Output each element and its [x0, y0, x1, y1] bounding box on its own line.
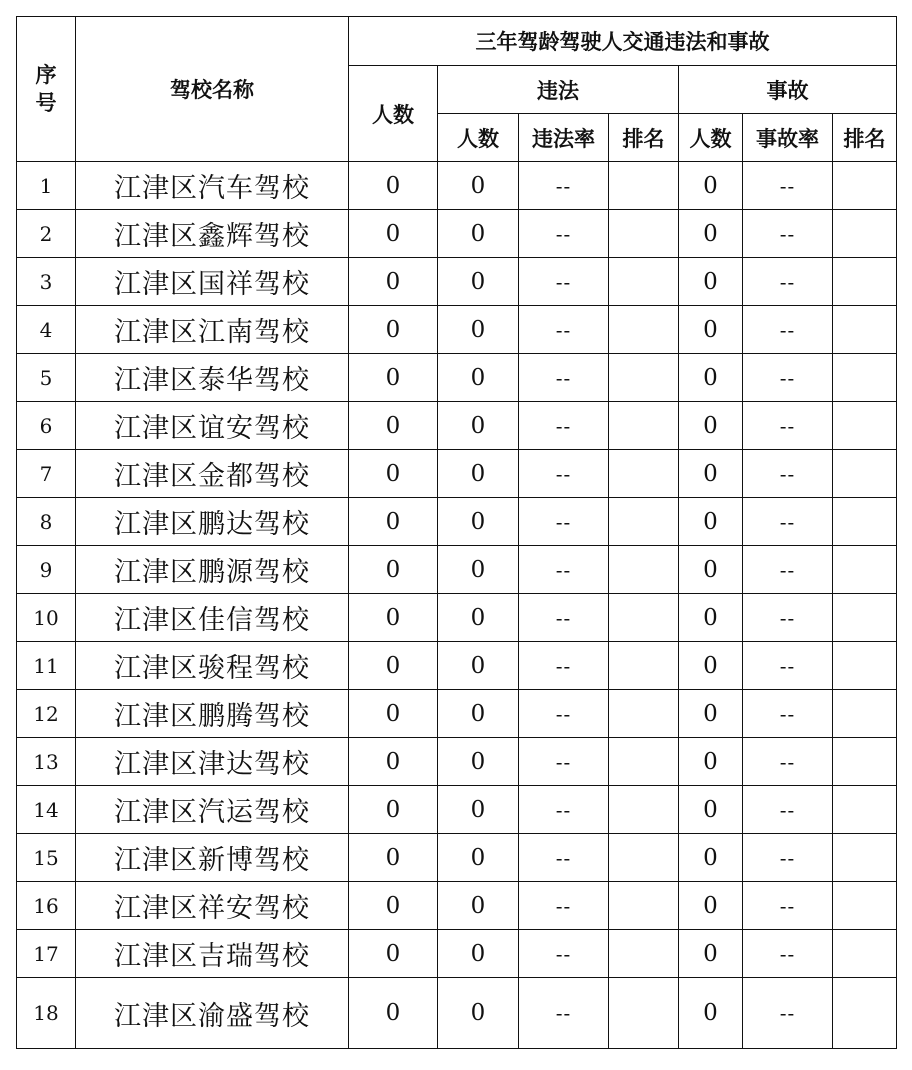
- cell-school-name: 江津区新博驾校: [76, 834, 349, 882]
- cell-accident-count: 0: [679, 162, 743, 210]
- cell-accident-count: 0: [679, 546, 743, 594]
- cell-accident-rank: [833, 354, 897, 402]
- cell-violation-rank: [609, 642, 679, 690]
- cell-violation-rank: [609, 402, 679, 450]
- cell-school-name: 江津区谊安驾校: [76, 402, 349, 450]
- cell-seq: 5: [17, 354, 76, 402]
- cell-accident-rate: --: [743, 354, 833, 402]
- cell-seq: 10: [17, 594, 76, 642]
- cell-count: 0: [349, 594, 438, 642]
- table-header: [17, 17, 897, 162]
- cell-seq: 13: [17, 738, 76, 786]
- cell-violation-rate: --: [519, 738, 609, 786]
- table-row: [17, 162, 897, 210]
- cell-accident-count: 0: [679, 354, 743, 402]
- cell-violation-rate: --: [519, 786, 609, 834]
- cell-count: 0: [349, 450, 438, 498]
- cell-school-name: 江津区江南驾校: [76, 306, 349, 354]
- cell-count: 0: [349, 834, 438, 882]
- cell-seq: 3: [17, 258, 76, 306]
- cell-violation-rank: [609, 258, 679, 306]
- cell-accident-rate: --: [743, 450, 833, 498]
- cell-violation-rate: --: [519, 882, 609, 930]
- cell-accident-rank: [833, 306, 897, 354]
- cell-violation-count: 0: [438, 882, 519, 930]
- cell-violation-rank: [609, 738, 679, 786]
- cell-accident-rate: --: [743, 162, 833, 210]
- cell-accident-rank: [833, 498, 897, 546]
- header-group-title: 三年驾龄驾驶人交通违法和事故: [349, 17, 897, 66]
- cell-violation-count: 0: [438, 498, 519, 546]
- cell-count: 0: [349, 690, 438, 738]
- table-row: [17, 690, 897, 738]
- cell-count: 0: [349, 498, 438, 546]
- cell-violation-rank: [609, 978, 679, 1049]
- cell-accident-count: 0: [679, 978, 743, 1049]
- cell-accident-count: 0: [679, 594, 743, 642]
- cell-violation-count: 0: [438, 834, 519, 882]
- cell-accident-count: 0: [679, 450, 743, 498]
- cell-violation-rank: [609, 306, 679, 354]
- header-violation: 违法: [438, 66, 679, 114]
- cell-accident-rank: [833, 930, 897, 978]
- cell-school-name: 江津区鹏达驾校: [76, 498, 349, 546]
- cell-accident-rate: --: [743, 258, 833, 306]
- cell-school-name: 江津区骏程驾校: [76, 642, 349, 690]
- table-row: [17, 354, 897, 402]
- cell-school-name: 江津区吉瑞驾校: [76, 930, 349, 978]
- header-school-name: 驾校名称: [76, 17, 349, 162]
- table-row: [17, 882, 897, 930]
- cell-accident-rate: --: [743, 306, 833, 354]
- cell-violation-rank: [609, 498, 679, 546]
- cell-violation-rank: [609, 162, 679, 210]
- cell-school-name: 江津区汽车驾校: [76, 162, 349, 210]
- table-row: [17, 786, 897, 834]
- cell-accident-rate: --: [743, 786, 833, 834]
- cell-count: 0: [349, 306, 438, 354]
- cell-violation-count: 0: [438, 306, 519, 354]
- cell-seq: 18: [17, 978, 76, 1049]
- cell-count: 0: [349, 978, 438, 1049]
- cell-violation-rate: --: [519, 690, 609, 738]
- cell-accident-rank: [833, 690, 897, 738]
- cell-seq: 15: [17, 834, 76, 882]
- table-row: [17, 594, 897, 642]
- cell-count: 0: [349, 738, 438, 786]
- cell-seq: 17: [17, 930, 76, 978]
- cell-violation-count: 0: [438, 402, 519, 450]
- cell-accident-rank: [833, 450, 897, 498]
- cell-accident-rank: [833, 258, 897, 306]
- cell-violation-rate: --: [519, 642, 609, 690]
- cell-violation-count: 0: [438, 738, 519, 786]
- cell-accident-rate: --: [743, 834, 833, 882]
- cell-accident-rank: [833, 210, 897, 258]
- cell-violation-rate: --: [519, 930, 609, 978]
- cell-school-name: 江津区鹏腾驾校: [76, 690, 349, 738]
- table-row: [17, 306, 897, 354]
- cell-count: 0: [349, 546, 438, 594]
- cell-school-name: 江津区金都驾校: [76, 450, 349, 498]
- cell-violation-rate: --: [519, 354, 609, 402]
- cell-accident-count: 0: [679, 786, 743, 834]
- cell-accident-rank: [833, 882, 897, 930]
- cell-accident-rate: --: [743, 930, 833, 978]
- cell-accident-rate: --: [743, 546, 833, 594]
- cell-violation-rate: --: [519, 834, 609, 882]
- header-count: 人数: [349, 66, 438, 162]
- table-row: [17, 978, 897, 1049]
- cell-accident-rank: [833, 786, 897, 834]
- cell-accident-count: 0: [679, 834, 743, 882]
- header-accident-rank: 排名: [833, 114, 897, 162]
- cell-violation-rank: [609, 930, 679, 978]
- header-accident: 事故: [679, 66, 897, 114]
- cell-accident-rank: [833, 594, 897, 642]
- cell-violation-count: 0: [438, 450, 519, 498]
- cell-violation-rate: --: [519, 978, 609, 1049]
- cell-accident-count: 0: [679, 882, 743, 930]
- cell-seq: 11: [17, 642, 76, 690]
- table-row: [17, 738, 897, 786]
- cell-accident-rate: --: [743, 690, 833, 738]
- cell-violation-rank: [609, 882, 679, 930]
- cell-count: 0: [349, 210, 438, 258]
- table-row: [17, 930, 897, 978]
- cell-violation-rank: [609, 834, 679, 882]
- cell-violation-rate: --: [519, 594, 609, 642]
- cell-seq: 16: [17, 882, 76, 930]
- cell-violation-count: 0: [438, 642, 519, 690]
- cell-accident-rank: [833, 642, 897, 690]
- cell-violation-rank: [609, 450, 679, 498]
- cell-school-name: 江津区泰华驾校: [76, 354, 349, 402]
- cell-violation-count: 0: [438, 690, 519, 738]
- cell-accident-count: 0: [679, 930, 743, 978]
- cell-accident-rank: [833, 978, 897, 1049]
- cell-violation-rate: --: [519, 162, 609, 210]
- cell-accident-rate: --: [743, 210, 833, 258]
- cell-accident-count: 0: [679, 306, 743, 354]
- cell-count: 0: [349, 258, 438, 306]
- cell-violation-count: 0: [438, 930, 519, 978]
- cell-violation-rank: [609, 210, 679, 258]
- cell-violation-rank: [609, 594, 679, 642]
- header-seq: 序 号: [17, 17, 76, 162]
- driving-school-table: [16, 16, 897, 1049]
- cell-accident-rate: --: [743, 738, 833, 786]
- cell-seq: 2: [17, 210, 76, 258]
- cell-accident-rate: --: [743, 594, 833, 642]
- cell-school-name: 江津区鑫辉驾校: [76, 210, 349, 258]
- cell-violation-rate: --: [519, 258, 609, 306]
- cell-school-name: 江津区渝盛驾校: [76, 978, 349, 1049]
- cell-violation-rate: --: [519, 402, 609, 450]
- cell-seq: 6: [17, 402, 76, 450]
- cell-violation-rank: [609, 546, 679, 594]
- cell-accident-count: 0: [679, 738, 743, 786]
- cell-violation-rank: [609, 786, 679, 834]
- cell-accident-rank: [833, 162, 897, 210]
- cell-violation-count: 0: [438, 786, 519, 834]
- cell-violation-rate: --: [519, 450, 609, 498]
- cell-accident-rate: --: [743, 498, 833, 546]
- cell-seq: 7: [17, 450, 76, 498]
- cell-count: 0: [349, 354, 438, 402]
- header-accident-count: 人数: [679, 114, 743, 162]
- cell-count: 0: [349, 882, 438, 930]
- cell-seq: 1: [17, 162, 76, 210]
- cell-accident-count: 0: [679, 402, 743, 450]
- cell-violation-count: 0: [438, 594, 519, 642]
- table-row: [17, 546, 897, 594]
- table-row: [17, 450, 897, 498]
- cell-seq: 9: [17, 546, 76, 594]
- cell-violation-count: 0: [438, 546, 519, 594]
- cell-violation-count: 0: [438, 354, 519, 402]
- cell-count: 0: [349, 786, 438, 834]
- header-violation-count: 人数: [438, 114, 519, 162]
- cell-accident-count: 0: [679, 210, 743, 258]
- cell-violation-count: 0: [438, 210, 519, 258]
- cell-violation-rate: --: [519, 210, 609, 258]
- cell-accident-rank: [833, 546, 897, 594]
- cell-school-name: 江津区津达驾校: [76, 738, 349, 786]
- cell-count: 0: [349, 642, 438, 690]
- header-accident-rate: 事故率: [743, 114, 833, 162]
- cell-school-name: 江津区鹏源驾校: [76, 546, 349, 594]
- cell-violation-rank: [609, 690, 679, 738]
- cell-accident-rank: [833, 834, 897, 882]
- cell-violation-rate: --: [519, 498, 609, 546]
- cell-school-name: 江津区国祥驾校: [76, 258, 349, 306]
- cell-violation-count: 0: [438, 258, 519, 306]
- header-violation-rank: 排名: [609, 114, 679, 162]
- cell-count: 0: [349, 162, 438, 210]
- cell-violation-rate: --: [519, 306, 609, 354]
- cell-seq: 4: [17, 306, 76, 354]
- table-body: [17, 162, 897, 1049]
- cell-violation-rate: --: [519, 546, 609, 594]
- cell-count: 0: [349, 930, 438, 978]
- cell-accident-rank: [833, 738, 897, 786]
- cell-accident-rank: [833, 402, 897, 450]
- cell-seq: 14: [17, 786, 76, 834]
- table-row: [17, 498, 897, 546]
- table-row: [17, 642, 897, 690]
- cell-seq: 8: [17, 498, 76, 546]
- cell-accident-count: 0: [679, 258, 743, 306]
- cell-violation-count: 0: [438, 162, 519, 210]
- cell-school-name: 江津区佳信驾校: [76, 594, 349, 642]
- cell-accident-count: 0: [679, 642, 743, 690]
- cell-violation-count: 0: [438, 978, 519, 1049]
- cell-accident-rate: --: [743, 402, 833, 450]
- cell-accident-rate: --: [743, 642, 833, 690]
- cell-count: 0: [349, 402, 438, 450]
- table-row: [17, 210, 897, 258]
- cell-accident-count: 0: [679, 690, 743, 738]
- header-violation-rate: 违法率: [519, 114, 609, 162]
- cell-accident-count: 0: [679, 498, 743, 546]
- cell-violation-rank: [609, 354, 679, 402]
- cell-accident-rate: --: [743, 978, 833, 1049]
- table-row: [17, 258, 897, 306]
- cell-school-name: 江津区汽运驾校: [76, 786, 349, 834]
- cell-school-name: 江津区祥安驾校: [76, 882, 349, 930]
- table-row: [17, 402, 897, 450]
- table-row: [17, 834, 897, 882]
- cell-accident-rate: --: [743, 882, 833, 930]
- cell-seq: 12: [17, 690, 76, 738]
